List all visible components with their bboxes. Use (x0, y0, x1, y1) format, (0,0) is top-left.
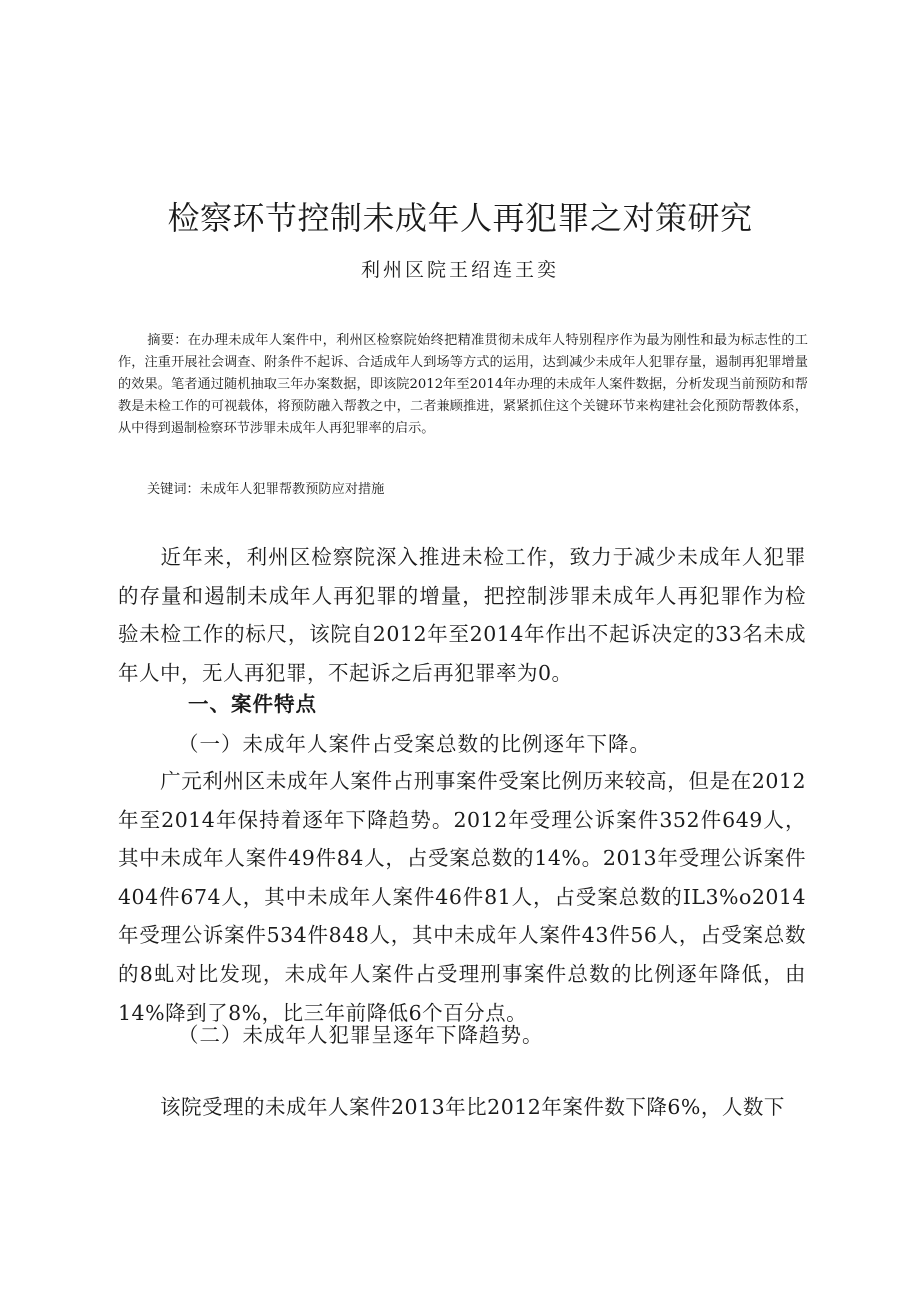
keywords-line: 关键词：未成年人犯罪帮教预防应对措施 (147, 482, 385, 497)
case-stats-text: 广元利州区未成年人案件占刑事案件受案比例历来较高，但是在2012年至2014年保持着逐年下降趋势。2012年受理公诉案件352件649人，其中未成年人案件49件84人，占受案总数的14%。2013年受理公诉案件404件674人，其中未成年人案件46件81人，占受案总数的IL3%o2014年受理公诉案件534件848人，其中未成年人案件43件56人，占受案总数的8虬对比发现，未成年人案件占受理刑事案件总数的比例逐年降低，由14%降到了8%，比三年前降低6个百分点。 (118, 769, 806, 1025)
intro-paragraph (118, 538, 806, 692)
subsection-heading-2: （二）未成年人犯罪呈逐年下降趋势。 (178, 1023, 544, 1047)
abstract-paragraph (118, 330, 808, 440)
intro-text: 近年来，利州区检察院深入推进未检工作，致力于减少未成年人犯罪的存量和遏制未成年人再犯罪的增量，把控制涉罪未成年人再犯罪作为检验未检工作的标尺，该院自2012年至2014年作出不起诉决定的33名未成年人中，无人再犯罪，不起诉之后再犯罪率为0。 (118, 545, 806, 685)
document-title: 检察环节控制未成年人再犯罪之对策研究 (167, 199, 753, 237)
subsection-heading-1: （一）未成年人案件占受案总数的比例逐年下降。 (178, 732, 651, 756)
trend-paragraph (118, 1088, 806, 1127)
section-heading: 一、案件特点 (188, 692, 317, 716)
abstract-text: 摘要：在办理未成年人案件中，利州区检察院始终把精准贯彻未成年人特别程序作为最为刚性和最为标志性的工作，注重开展社会调查、附条件不起诉、合适成年人到场等方式的运用，达到减少未成年人犯罪存量，遏制再犯罪增量的效果。笔者通过随机抽取三年办案数据，即该院2012年至2014年办理的未成年人案件数据，分析发现当前预防和帮教是未检工作的可视载体，将预防融入帮教之中，二者兼顾推进，紧紧抓住这个关键环节来构建社会化预防帮教体系，从中得到遏制检察环节涉罪未成年人再犯罪率的启示。 (118, 333, 808, 436)
document-authors: 利州区院王绍连王奕 (360, 259, 559, 281)
case-stats-paragraph (118, 762, 806, 1032)
trend-text: 该院受理的未成年人案件2013年比2012年案件数下降6%，人数下 (160, 1095, 785, 1119)
